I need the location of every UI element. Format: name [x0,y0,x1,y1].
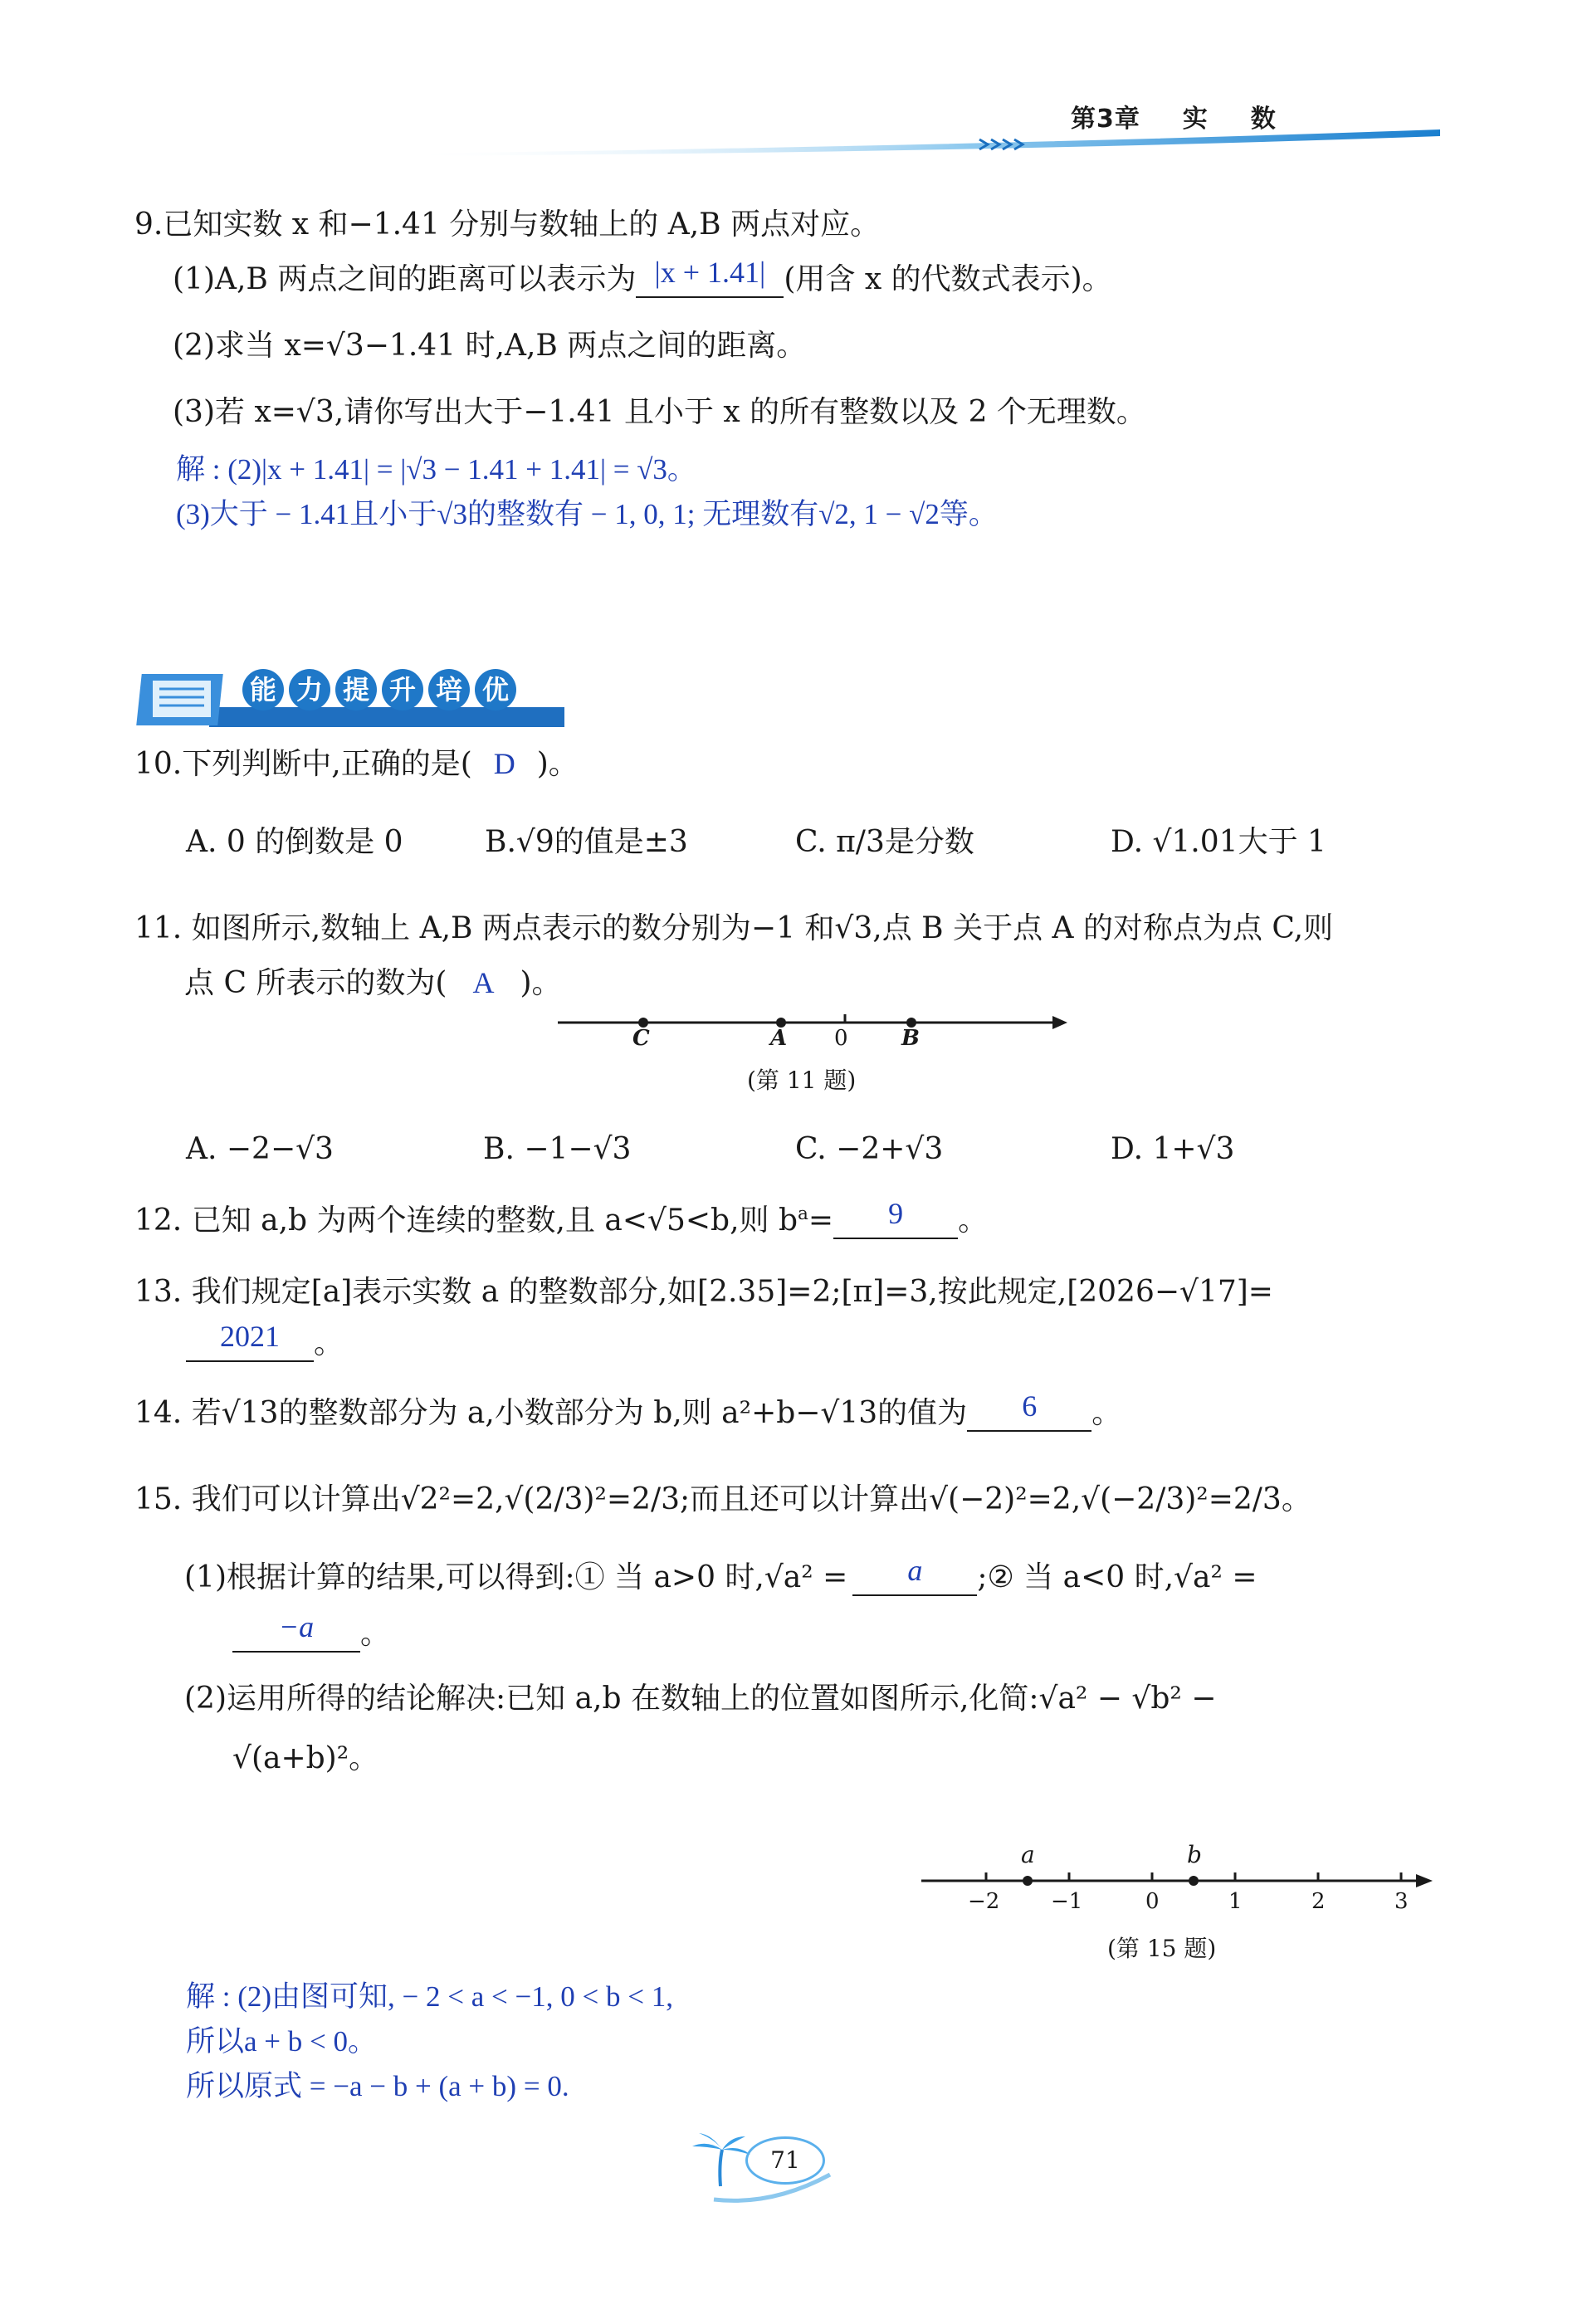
q13-line1: 13. 我们规定[a]表示实数 a 的整数部分,如[2.35]=2;[π]=3,按此规定,[2026−√17]= [134,1275,1273,1309]
q15-tick-label-0: 0 [1145,1889,1160,1914]
q10-stem-prefix: 10.下列判断中,正确的是( [134,747,472,781]
q15-solution-line1: 解 : (2)由图可知, − 2 < a < −1, 0 < b < 1, [186,1980,674,2013]
q11-line2-prefix: 点 C 所表示的数为( [184,966,447,1000]
q14-blank [967,1389,1091,1432]
q15-tick-label-1: 1 [1228,1889,1243,1914]
q10-option-d: D. √1.01大于 1 [1111,825,1326,859]
q9-part1-answer: |x + 1.41| [654,256,766,289]
q15-figure-caption: (第 15 题) [1107,1935,1217,1962]
section-char-6: 优 [475,669,516,710]
q12-exponent: a [798,1204,808,1224]
q11-option-b: B. −1−√3 [483,1132,632,1166]
section-char-5: 培 [428,669,470,710]
page-number-swoosh [706,2166,838,2208]
section-banner-title [242,669,516,710]
q15-part1-line2 [232,1610,390,1653]
q15-stem: 15. 我们可以计算出√2²=2,√(2/3)²=2/3;而且还可以计算出√(−2)²=2,√(−2/3)²=2/3。 [134,1482,1311,1516]
q15-part1-line1 [184,1554,1257,1596]
q9-solution-line2: (3)大于 − 1.41且小于√3的整数有 − 1, 0, 1; 无理数有√2, 1 − √2等。 [176,498,998,530]
q12-prefix: 12. 已知 a,b 为两个连续的整数,且 a<√5<b,则 b [134,1204,798,1238]
q11-option-c: C. −2+√3 [795,1132,944,1166]
q11-answer: A [472,966,495,999]
q9-part1 [173,256,1112,298]
page-number: 71 [770,2146,800,2174]
q10-option-a: A. 0 的倒数是 0 [186,825,403,859]
header-decoration [398,124,1444,158]
q15-part1-blank1 [852,1554,977,1596]
q9-stem: 9.已知实数 x 和−1.41 分别与数轴上的 A,B 两点对应。 [134,208,881,242]
q9-part1-prefix: (1)A,B 两点之间的距离可以表示为 [173,262,637,296]
q13-line2 [186,1320,344,1362]
section-char-3: 提 [335,669,377,710]
q13-answer: 2021 [220,1320,280,1353]
section-char-1: 能 [242,669,284,710]
q9-part1-blank [636,256,784,298]
q15-part2-line1: (2)运用所得的结论解决:已知 a,b 在数轴上的位置如图所示,化简:√a² − √b² − [184,1682,1217,1716]
q9-solution-line1: 解 : (2)|x + 1.41| = |√3 − 1.41 + 1.41| = √3。 [176,453,696,486]
q15-solution-line2: 所以a + b < 0。 [186,2025,378,2058]
q11-figure-caption: (第 11 题) [747,1067,857,1094]
q11-line2-suffix: )。 [520,966,562,1000]
q15-tick-label-neg2: −2 [968,1889,1000,1914]
q15-part1-answer1: a [907,1554,923,1587]
q14-suffix: 。 [1091,1396,1122,1430]
q10-answer: D [493,747,515,780]
q10-stem-suffix: )。 [536,747,579,781]
q11-label-0: 0 [834,1026,848,1051]
q13-suffix: 。 [314,1326,344,1360]
q15-point-b [1189,1876,1199,1886]
q14-answer: 6 [1022,1389,1038,1423]
q15-part1-answer2: −a [278,1610,315,1643]
q9-part3: (3)若 x=√3,请你写出大于−1.41 且小于 x 的所有整数以及 2 个无理数。 [173,395,1146,429]
q15-tick-label-2: 2 [1311,1889,1326,1914]
q15-part1-blank2 [232,1610,360,1653]
q15-part1-suffix: 。 [360,1617,391,1651]
chapter-word-1: 实 [1182,105,1209,134]
q10-stem [134,740,579,783]
section-char-4: 升 [382,669,423,710]
q12-answer: 9 [888,1197,904,1230]
q15-part2-line2: √(a+b)²。 [232,1741,379,1775]
q12-suffix: 。 [958,1204,989,1238]
q11-number-line [554,1004,1069,1062]
q12-blank [833,1197,958,1239]
q15-tick-label-neg1: −1 [1051,1889,1083,1914]
q14-prefix: 14. 若√13的整数部分为 a,小数部分为 b,则 a²+b−√13的值为 [134,1396,968,1430]
q11-label-b: B [901,1026,920,1051]
q15-point-a [1023,1876,1033,1886]
chapter-word-2: 数 [1250,105,1277,134]
q11-option-a: A. −2−√3 [186,1132,334,1166]
q9-part1-suffix: (用含 x 的代数式表示)。 [784,262,1112,296]
q15-tick-label-3: 3 [1394,1889,1409,1914]
q15-part1-mid: ;② 当 a<0 时,√a² = [977,1560,1257,1594]
q11-label-a: A [770,1026,788,1051]
q12-equals: = [808,1204,834,1238]
q12 [134,1197,988,1239]
q14 [134,1389,1121,1432]
q9-part2: (2)求当 x=√3−1.41 时,A,B 两点之间的距离。 [173,329,807,363]
q15-label-b: b [1187,1841,1202,1868]
chapter-number: 第3章 [1071,105,1140,134]
q11-line2 [184,959,562,1002]
q11-label-c: C [632,1026,650,1051]
q11-line1: 11. 如图所示,数轴上 A,B 两点表示的数分别为−1 和√3,点 B 关于点 A 的对称点为点 C,则 [134,911,1334,945]
q15-label-a: a [1021,1841,1035,1868]
q10-option-b: B.√9的值是±3 [485,825,688,859]
section-char-2: 力 [289,669,330,710]
q13-blank [186,1320,314,1362]
q11-option-d: D. 1+√3 [1111,1132,1235,1166]
q15-part1-prefix: (1)根据计算的结果,可以得到:① 当 a>0 时,√a² = [184,1560,848,1594]
q10-option-c: C. π/3是分数 [795,825,974,859]
q15-solution-line3: 所以原式 = −a − b + (a + b) = 0. [186,2070,569,2102]
